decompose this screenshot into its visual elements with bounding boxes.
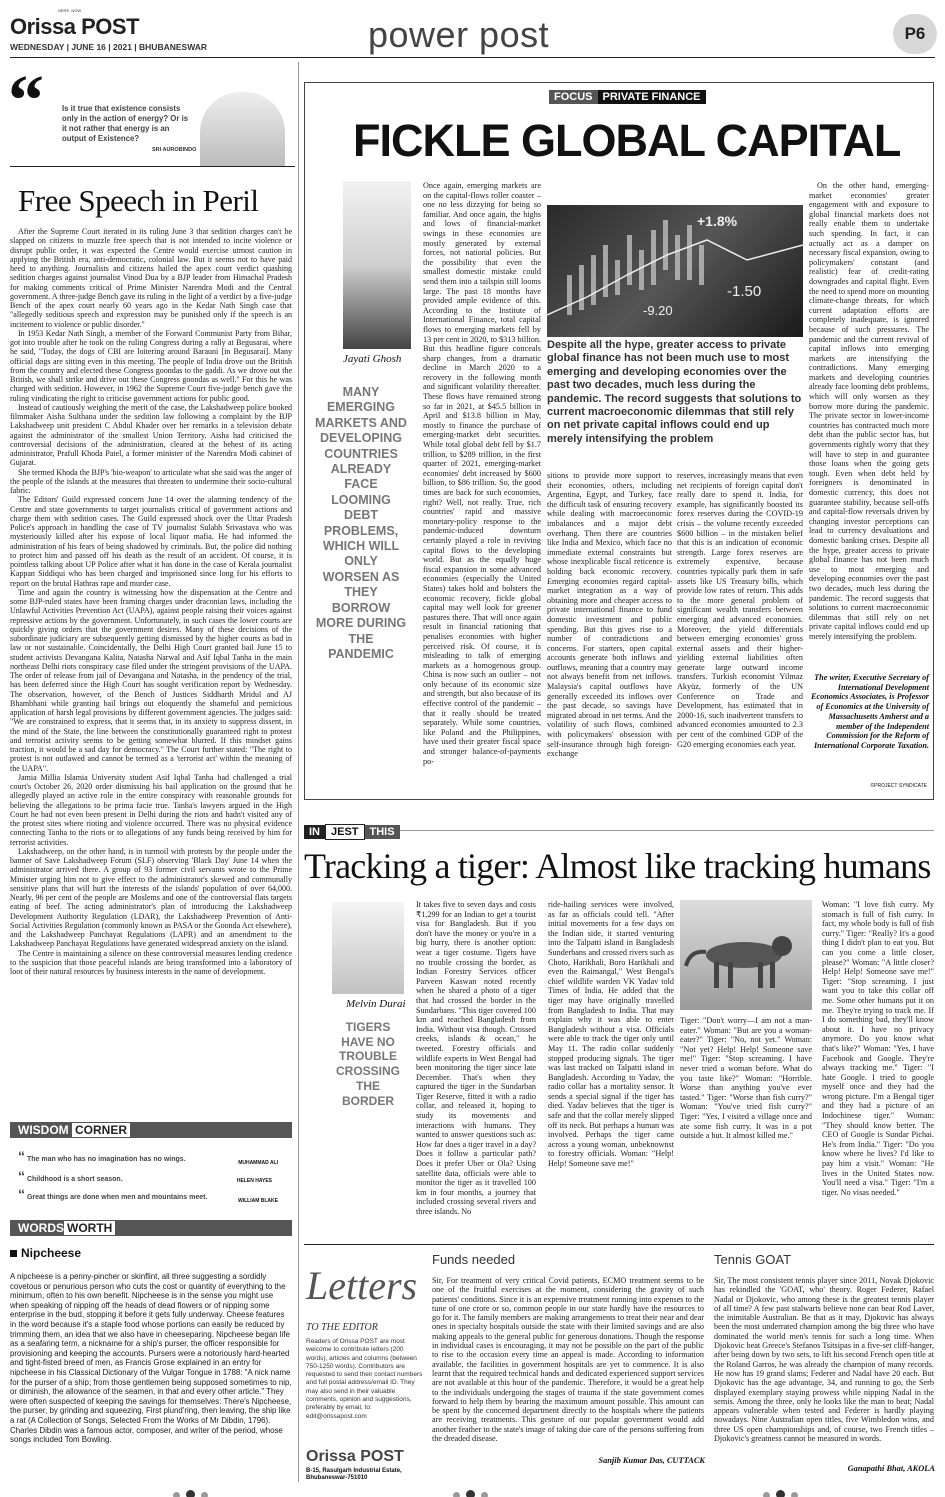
letter1-sign: Sanjib Kumar Das, CUTTACK [598, 1456, 705, 1465]
nav-dot[interactable] [791, 1492, 798, 1497]
masthead-rule [10, 57, 935, 58]
editorial-para: In 1953 Kedar Nath Singh, a member of the Forward Communist Party from Bihar, got into trouble after he took on the ruling Congress during a rally at Begusarai, where he said, "Today, the dogs of CBI are loitering around Barauni [in Begusarai]. Many official dogs are sitting even in this meeting. The people of India drove out the British from the country and elected these Congress goondas to the gaddi. As we drove out the British, we shall strike and drive out these Congress goondas as well." For this he was charged with sedition. However, in 1962 the Supreme Court five-judge bench gave the ruling vindicating the right to criticise government actions for public good. [10, 328, 292, 403]
letters-subtitle: TO THE EDITOR [306, 1322, 378, 1333]
wisdom-item [18, 1168, 123, 1184]
focus-tag [549, 87, 706, 105]
letter1-title: Funds needed [432, 1252, 516, 1267]
quote-text: Is it true that existence consists only in the action of energy? Or is it not rather that energy is an output of Existence? [62, 104, 189, 143]
dateline: WEDNESDAY | JUNE 16 | 2021 | BHUBANESWAR [10, 42, 208, 52]
author-portrait [200, 92, 285, 167]
letters-rule [304, 1244, 934, 1245]
page-number [893, 14, 937, 54]
wisdom-author: WILLIAM BLAKE [238, 1198, 278, 1204]
editorial-para: She termed Khoda the BJP's 'bio-weapon' to articulate what she said was the anger of the people of the islands at the measures that threaten to undermine their socio-cultural fabric. [10, 467, 292, 495]
injest-col2 [548, 900, 674, 1230]
editorial-para: Lakshadweep, on the other hand, is in turmoil with protests by the people under the banner of Save Lakshadweep Forum (SLF) observing 'Black Day' June 14 when the administrator arrived there. A group of 93 former civil servants wrote to the Prime Minister urging him not to give effect to the administrator's skewed and communally sensitive plans that will hurt the interests of the islands' population of over 64,000. Nearly, 96 per cent of the people are Moslems and one of the controversial flats targets eating of beef. The acting administrator's plan of introducing the Lakshadweep Development Authority Regulation (LDAR), the Lakshadweep Prevention of Anti-Social Activities Regulation (commonly known as PASA or the Goonda Act elsewhere), and the Lakshadweep Panchayat Regulations (LAPR) and an amendment to the Lakshadweep Panchayat Regulations have generated widespread anxiety on the island. [10, 846, 292, 949]
wisdom-text: The man who has no imagination has no wings. [26, 1156, 186, 1163]
letters-brand: Orissa POST [306, 1448, 404, 1465]
tag-in: IN [304, 825, 325, 839]
focus-col2-text: sitions to provide more support to their economies, others, including Argentina, Egypt, and Turkey, face the difficult task of ensuring recovery while dealing with macroeconomic imbalances and a major debt overhang. Then there are countries like India and Mexico, which face no immediate external constraints but whose inexplicable fiscal reticence is holding back economic recovery. Emerging economies regard capital-market integration as a way of obtaining more and cheaper access to private international finance to fund domestic investment and public spending. But this gives rise to a number of contradictions and concerns. For starters, open capital accounts generate both inflows and outflows, meaning that a country may not always benefit from net inflows. Malaysia's capital outflows have generally exceeded its inflows over the past decade, so savings have migrated abroad in net terms. And the volatility of such flows, combined with policymakers' obsession with self-insurance through high foreign-exchange [547, 471, 672, 759]
page-nav-right[interactable] [760, 1486, 801, 1497]
letter1-body: Sir, For treatment of very critical Covid patients, ECMO treatment seems to be one of the fruitful exercises at the moment, considering the gravity of such patients' conditions. Since it is an expensive treatment running into expenses to the tune of one crore or so, common people in our state hardly have the resources to go for it. The family members are making arrangements to treat their near and dear ones in specialty hospitals outside the state with their limited savings and are also making appeals to the general public for generous donations. Though the response in individual cases is encouraging, it may not be possible on the part of the public to rise to the occasion every time an appeal is made. According to information available, the facilities in government hospitals are yet to commence. It is also learnt that the required technical hands and dedicated experienced support services are not available at this hour of the pandemic. Therefore, it would be a great help to the individuals undergoing the stages of trauma if the state government comes forward to help them by bearing the maximum amount possible. This amount can be spent by the concerned department directly to the hospitals where the patients are receiving treatments. This gesture of our popular government would add another feather to the state's image of taking due care of the persons suffering from the dreaded disease. [432, 1276, 704, 1444]
masthead [0, 0, 945, 60]
injest-pullquote: TIGERS HAVE NO TROUBLE CROSSING THE BORDER [335, 1020, 400, 1108]
editorial-para: After the Supreme Court iterated in its ruling June 3 that sedition charges can't be slapped on citizens to muzzle free speech that is not intended to incite violence or disrupt public order, it was expected the Centre would exercise utmost caution in applying the British era, anti-democratic, colonial law. But it seems not to have paid heed to anything. Journalists and citizens hailed the apex court verdict quashing sedition charges against journalist Vinod Dua by a BJP leader from Himachal Pradesh for making comments critical of Prime Minister Narendra Modi and the Central government. A three-judge Bench gave its ruling in the light of a verdict by a five-judge Bench of the apex court nearly 60 years ago in the Kedar Nath Singh case that "allegedly seditious speech and expression may be punished only if the speech is an incitement to violence or public disorder." [10, 227, 292, 329]
editorial-para: Instead of cautiously weighing the merit of the case, the Lakshadweep police booked filmmaker Aisha Sulthana under the sedition law following a complaint by the BJP Lakshadweep unit president C Abdul Khader over her remarks in a television debate against the administrator of the smallest Union Territory. Aisha had criticised the controversial decisions of the administration, cleared at the behest of its acting administrator, Prafull Khoda Patel, a former minister of the Narendra Modi cabinet of Gujarat. [10, 402, 292, 468]
wisdom-item [18, 1186, 207, 1202]
focus-headline: FICKLE GLOBAL CAPITAL [353, 115, 901, 166]
tag-focus: FOCUS [549, 90, 598, 104]
wisdom-text: Childhood is a short season. [26, 1176, 123, 1183]
square-bullet-icon [10, 1250, 17, 1257]
tiger-photo [680, 900, 812, 1010]
column-divider [298, 62, 299, 1482]
tag-private-finance: PRIVATE FINANCE [598, 90, 706, 104]
focus-bio: The writer, Executive Secretary of International Development Economics Associates, is Professor of Economics at the University of Massachusetts Amherst and a member of the Independent Commission for the Reform of International Corporate Taxation. [811, 673, 929, 750]
letter2-body: Sir, The most consistent tennis player since 2011, Novak Djokovic has rekindled the 'GOAT, who' theory. Roger Federer, Rafael Nadal or Djokovic, who among these is the greatest tennis player of all time? A few past stalwarts believe none can beat Rod Laver, the inimitable Australian. Be that as it may, Djokovic has always been the most underrated champion among the big three who have dominated the world men's tennis for such a long time. When Djokovic beat Greece's Stefanos Tsitsipas in a five-set cliff-hanger, after being down by two sets, to lift his second French open title at the Roland Garros, he was already the champion of many records. He now has 19 grand slams; Federer and Nadal have 20 each. But Djokovic has the age advantage, 34, and running to go, the Serb displayed exemplary staying prowess while nipping Nadal in the semis. Among the three, only he looks like the man to beat; Nadal appears vulnerable when tested and Federer is hardly playing nowadays. Nine Australian open titles, five Wimbledon wins, and three US open championships and, of course, two French titles – Djokovic's greatness cannot be measured in words. [714, 1276, 934, 1444]
wisdom-quote-icon: “ [18, 1148, 25, 1164]
brand-logo: Orissa POST [10, 14, 140, 39]
wordsworth-header [10, 1220, 292, 1236]
wisdom-quote-icon: “ [18, 1186, 25, 1202]
chart-label: +1.8% [697, 213, 738, 229]
focus-col4-text: On the other hand, emerging-market economies' greater engagement with and exposure to global financial markets does not really enable them to undertake such spending. In fact, it can actually act as a damper on necessary fiscal expansion, owing to policymakers' constant (and realistic) fear of credit-rating downgrades and capital flight. Even the need to spend more on mounting climate-change threats, for which current adaptation efforts are completely inadequate, is ignored because of such pressures. The pandemic and the current revival of capital inflows into emerging markets are intensifying the contradictions. Many emerging markets and developing countries already face looming debt problems, which will only worsen as they borrow more during the pandemic. The private sector in lower-income countries has contracted much more debt than the public sector has, but governments rightly worry that they will have to step in and guarantee those loans when the going gets tough. Even when debt held by foreigners is denominated in domestic currency, this does not guarantee stability, because sell-offs and capital-flow reversals driven by changing investor perceptions can lead to currency devaluations and domestic banking crises. Despite all the hype, greater access to private global finance has not been much use to most emerging and developing economies over the past two decades, much less during the pandemic. The record suggests that solutions to current macroeconomic dilemmas that still rely on net private capital inflows could end up merely intensifying the problem. [809, 181, 929, 641]
wisdom-item [18, 1148, 186, 1164]
injest-col1-text: It takes five to seven days and costs ₹1,299 for an Indian to get a tourist visa for Bangladesh. But if you don't have the money or you're in a big hurry, there is another option: wear a tiger costume. Tigers have no trouble crossing the border, as Indian Forestry Services officer Parveen Kaswan noted recently when he shared a photo of a tiger that had crossed the border in the Sundarbans. "This tiger covered 100 km and reached Bangladesh from India. Without visa though. Crossed creeks, islands & ocean," he tweeted. Forestry officials and wildlife experts in West Bengal had been monitoring the tiger since late December. That's when they captured the tiger in the Sundarban Tiger Reserve, fitted it with a radio collar, and released it, hoping to study its movements and interactions with humans. They wanted to answer questions such as: How far does a tiger travel in a day? Does it follow a particular path? Does it prefer Uber or Ola? Using satellite data, officials were able to monitor the tiger as it travelled 100 km in four months, a journey that included crossing several rivers and three islands. No [416, 900, 536, 1216]
tiger-icon [680, 900, 812, 1010]
focus-col3-text: reserves, increasingly means that even net recipients of foreign capital don't really dare to spend it. India, for example, has significantly boosted its forex reserves during the COVID-19 crisis – the volume recently exceeded $600 billion – in the mistaken belief that this is an indication of economic strength. Large forex reserves are extremely expensive, because countries typically park them in safe assets like US Treasury bills, which provide low rates of return. This adds to the more general problem of significant wealth transfers between emerging and advanced economies. Moreover, the yield differentials between emerging economies' gross external assets and their higher-yielding external liabilities often generate large outward income transfers. Turkish economist Yilmaz Akyüz, formerly of the UN Conference on Trade and Development, has estimated that in 2000-16, such inadvertent transfers to advanced economies amounted to 2.3 per cent of the combined GDP of the G20 emerging economies each year. [677, 471, 803, 749]
author-photo [343, 181, 411, 349]
page-number-text: P6 [904, 24, 926, 43]
quote-rule [10, 166, 295, 167]
wordsworth-header-b: WORTH [64, 1221, 115, 1235]
tag-this: THIS [365, 825, 400, 839]
tag-jest: JEST [325, 824, 365, 840]
letter2-title: Tennis GOAT [714, 1252, 792, 1267]
nav-dot[interactable] [776, 1490, 785, 1497]
word-title: Nipcheese [21, 1246, 82, 1260]
quote-mark-icon: “ [8, 60, 44, 140]
chart-image [547, 205, 803, 337]
wisdom-text: Great things are done when men and mountains meet. [26, 1194, 208, 1201]
focus-col4 [809, 181, 929, 671]
focus-col2 [547, 471, 672, 793]
focus-col1-text: Once again, emerging markets are on the capital-flows roller coaster – one no less dizzying for being so familiar. And once again, the highs and lows of financial-market swings in these economies are mostly generated by external forces, not national policies. But the possibility that even the smallest domestic mistake could send them into a tailspin still looms large. The past 18 months have provided ample evidence of this. According to the Institute of International Finance, total capital flows to emerging markets fell by 13 per cent in 2020, to $313 billion. But this headline figure conceals sharp changes, from a dramatic decline in March 2020 to a recovery in the following month and significant volatility thereafter. These flows have remained strong so far in 2021, at $45.5 billion in April and $13.8 billion in May, mostly to finance the purchase of emerging-market debt securities. While total global debt fell by $1.7 trillion, to $289 trillion, in the first quarter of 2021, emerging-market economies' debt increased by $600 billion, to $86 trillion. So, the good times are back for such economies, right? Well, not really. True, rich countries' rapid and massive monetary-policy response to the pandemic-induced downturn certainly played a role in reviving capital flows to the developing world. But as the equally huge fiscal expansion in some advanced economies (especially the United States) takes hold and bolsters the economic recovery, fickle global capital may well look for greener pastures there. That will once again result in financial rationing that penalises economies with higher perceived risk. Of course, it is misleading to talk of emerging markets as a homogenous group. China is now such an outlier – not only because of its economic size and strength, but also because of its effective control of the pandemic – that it really should be treated separately. While some countries, like Poland and the Philippines, have used their greater fiscal space and stronger balance-of-payments po- [423, 181, 541, 766]
injest-col3 [680, 1016, 812, 1230]
editorial-body [10, 227, 292, 1102]
quote-author: SRI AUROBINDO [152, 147, 197, 153]
wisdom-header [10, 1122, 292, 1138]
nav-dot[interactable] [481, 1492, 488, 1497]
wisdom-header-b: CORNER [72, 1123, 130, 1137]
nav-dot[interactable] [201, 1492, 208, 1497]
chart-candlesticks [547, 205, 803, 337]
wordsworth [10, 1220, 292, 1480]
wordsworth-header-a: WORDS [18, 1221, 64, 1235]
nav-dot[interactable] [763, 1492, 770, 1497]
injest-col3-text: Tiger: "Don't worry—I am not a man-eater." Woman: "But are you a woman-eater?" Tiger: "No, not yet." Woman: "Not yet? Help! Help! Someone save me!" Tiger: "Stop screaming. I have never tried a woman before. What do you taste like?" Woman: "Horrible. Worse than anything you've ever tasted." Tiger: "Worse than fish curry?" Woman: "You've tried fish curry?" Tiger: "Yes, I visited a village once and ate some fish curry. It was in a pot outside a hut. It almost killed me." [680, 1016, 812, 1141]
editorial-para: Jamia Millia Islamia University student Asif Iqbal Tanha had challenged a trial court's October 26, 2020 order dismissing his bail application on the ground that he allegedly played an active role in the entire conspiracy with reasonable grounds for believing the allegations to be prima facie true. Tanha's lawyers argued in the High Court he had not even been present in Delhi during the riots and hadn't visited any of the protest sites where rioting and violence occurred. There was no physical evidence connecting Tanha to the riots or to allegations of any funds being received by him for terrorist activities. [10, 772, 292, 847]
page-nav-center[interactable] [450, 1486, 491, 1497]
letters-logo: Letters [306, 1263, 418, 1308]
wisdom-author: MUHAMMAD ALI [238, 1160, 278, 1166]
letters-info: Readers of Orissa POST are most welcome to contribute letters (200 words), articles and columns (between 750-1250 words). Contributors are requested to send their contact numbers and full postal address/email ID. They may also send in their valuable comments, opinion and suggestions, preferably by email, to: edit@orissapost.com [306, 1338, 423, 1420]
wisdom-header-a: WISDOM [18, 1123, 69, 1137]
wisdom-corner [10, 1122, 292, 1212]
author-photo [332, 902, 404, 994]
wordsworth-text: A nipcheese is a penny-pincher or skinflint, all three suggesting a sordidly covetous or penurious person who cuts the cost or quantity of everything to the minimum, often to his own benefit. Nipcheese is in the sense you might use when speaking of nipping off the heads of dead flowers or of nipping some enterprise in the bud, stopping it before it gets fully underway. Cheese features in the word because it's a staple food whose portions can easily be reduced by trimming them, an idea that we also have in cheeseparing. Nipcheese began life as a seafaring term, a nickname for a ship's purser, the officer responsible for provisioning and keeping the accounts. Pursers were a notoriously hard-hearted and tight-fisted breed of men, as Francis Grose explained in an entry for nipcheese in his Classical Dictionary of the Vulgar Tongue in 1788: "A nick name for the purser of a ship; from those gentlemen being supposed sometimes to nip, or diminish, the allowance of the seamen, in that and every other article." They were often suspected of keeping the savings for themselves: There's Nipcheese, the purser, by grinding and squeezing, First plund'ring, then leaving, the ship like a rat (A Collection of Songs, Selected From the Works of Mr Dibdin, 1796). Charles Dibdin was a famous actor, composer, and writer of the period, whose songs included Tom Bowling. [10, 1272, 292, 1445]
focus-article [304, 82, 934, 800]
author-byline: Jayati Ghosh [343, 353, 402, 365]
nav-dot[interactable] [466, 1490, 475, 1497]
injest-byline: Melvin Durai [346, 998, 406, 1010]
brand-tagline: HERE, NOW [58, 8, 82, 13]
chart-label: -9.20 [643, 303, 673, 318]
wisdom-quote-icon: “ [18, 1168, 25, 1184]
focus-col3 [677, 471, 803, 793]
editorial-para: The Centre is maintaining a silence on these controversial measures lending credence to the suspicion that those peaceful islands are being transformed into a laboratory of loot of their natural resources by business interests in the name of development. [10, 948, 292, 976]
injest-tag [304, 822, 400, 840]
injest-col4 [822, 900, 934, 1230]
injest-rule [400, 830, 934, 831]
nav-dot[interactable] [453, 1492, 460, 1497]
letters-address: B-15, Rasulgarh Industrial Estate, Bhubaneswar-751010 [306, 1468, 402, 1481]
focus-pullquote: MANY EMERGING MARKETS AND DEVELOPING COUNTRIES ALREADY FACE LOOMING DEBT PROBLEMS, WHICH WILL ONLY WORSEN AS THEY BORROW MORE DURING THE PANDEMIC [315, 385, 407, 661]
editorial-para: The Editors' Guild expressed concern June 14 over the alarming tendency of the Centre and state governments to target journalists critical of government actions and charge them with sedition cases. The Guild expressed shock over the Uttar Pradesh Police's approach in handling the case of TV journalist Sulabh Srivastava who was mysteriously killed after his expose of local liquor mafia. He had informed the administration of his fears of being shadowed by criminals. But, the police did nothing to protect him and passed off his death as the result of an accident. Of course, it is pointless talking about UP Police after what it has done in the case of Kerala journalist Kappan Siddiqui who has been charged and imprisoned since long for his efforts to report on the brutal Hathras rape and murder case. [10, 495, 292, 588]
nav-dot[interactable] [186, 1490, 195, 1497]
chart-label: -1.50 [727, 283, 762, 300]
section-title: power post [368, 14, 550, 55]
focus-caption: Despite all the hype, greater access to private global finance has not been much use to most emerging and developing economies over the past two decades, much less during the pandemic. The record suggests that solutions to current macroeconomic dilemmas that still rely on net private capital inflows could end up merely intensifying the problem [547, 339, 802, 445]
injest-col1 [416, 900, 536, 1230]
wordsworth-word [10, 1246, 81, 1260]
focus-col1 [423, 181, 541, 793]
page-nav-left[interactable] [170, 1486, 211, 1497]
letter2-sign: Ganapathi Bhat, AKOLA [847, 1464, 935, 1473]
focus-credit: ©PROJECT SYNDICATE [870, 783, 927, 789]
wisdom-author: HELEN HAYES [236, 1178, 272, 1184]
nav-dot[interactable] [173, 1492, 180, 1497]
editorial-title: Free Speech in Peril [18, 183, 259, 218]
editorial-para: Time and again the country is witnessing how the dispensation at the Centre and some BJP-ruled states have been framing charges under draconian laws, including the Unlawful Activities Prevention Act (UAPA), against people raising their voices against repressive actions by the government. Unfortunately, in such cases the lower courts are quickly giving orders that the government desires. Many of these decisions of the subordinate judiciary are subsequently getting dismissed by the higher courts as bad in law or not sustainable. Coincidentally, the Delhi High Court granted bail June 15 to student activists Devangana Kalita, Natasha Narwal and Asif Iqbal Tanha in the main northeast Delhi riots conspiracy case filed under the stringent provisions of the UAPA. The order of release from jail of Devangana and Natasha, in the pendency of the trial, has been deferred since the High Court has sought verification report by Wednesday. The observation, however, of the Bench of Justices Siddharth Mridul and AJ Bhambhani while granting bail brings out eloquently the shameful and pernicious application of harsh legal provisions by different government agencies. The judges said: "We are constrained to express, that it seems that, in its anxiety to suppress dissent, in the mind of the State, the line between the constitutionally guaranteed right to protest and terrorist activity seems to be getting somewhat blurred. If this mindset gains traction, it would be a sad day for democracy." The Court further stated: "The right to protest is not outlawed and cannot be termed as a 'terrorist act' within the meaning of the UAPA". [10, 587, 292, 773]
injest-headline: Tracking a tiger: Almost like tracking humans [304, 846, 931, 886]
injest-col2-text: ride-hailing services were involved, as far as officials could tell. "After initial movements for a few days on the Indian side, it started venturing into the Talpatti island in Bangladesh Sunderbans and crossed rivers such as Choto, Harikhali, Boro Harikhali and even the Raimangal," West Bengal's chief wildlife warden VK Yadav told Times of India. He added that the tiger may have originally travelled from Bangladesh to India. That may explain why it was able to enter Bangladesh without a visa. Officials were able to track the tiger only until May 11. The radio collar suddenly stopped producing signals. The tiger was last tracked on Talpatti island in Bangladesh. According to Yadav, the radio collar has a mortality sensor. It sends a special signal if the tiger has died. Yadav believes that the tiger is safe and that the collar merely slipped off its neck. But perhaps a human was involved. Perhaps the tiger came across a young woman, unbeknownst to forestry officials. Woman: "Help! Help! Someone save me!" [548, 900, 674, 1169]
injest-col4-text: Woman: "I love fish curry. My stomach is full of fish curry. In fact, my whole body is full of fish curry." Tiger: "Really? It's a good thing I didn't plan to eat you. But can you come a little closer, please?" Woman: "A little closer? Help! Help! Someone save me!" Tiger: "Stop screaming. I just want you to take this collar off me. Some other humans put it on me. They're trying to track me. If I do something bad, they'll know about it. I have no privacy anymore. Do you know what that's like?" Woman: "Yes, I have Facebook and Google. They're always tracking me." Tiger: "I hate Google. I tried to google myself once and they had the wrong picture. I'm a Bengal tiger and they had a picture of an Indochinese tiger." Woman: "They should know better. The CEO of Google is Sundar Pichai. He's from India." Tiger: "Do you know where he lives? I'd like to pay him a visit." Woman: "He lives in the United States now. You'll need a visa." Tiger: "I'm a tiger. No visas needed." [822, 900, 934, 1197]
